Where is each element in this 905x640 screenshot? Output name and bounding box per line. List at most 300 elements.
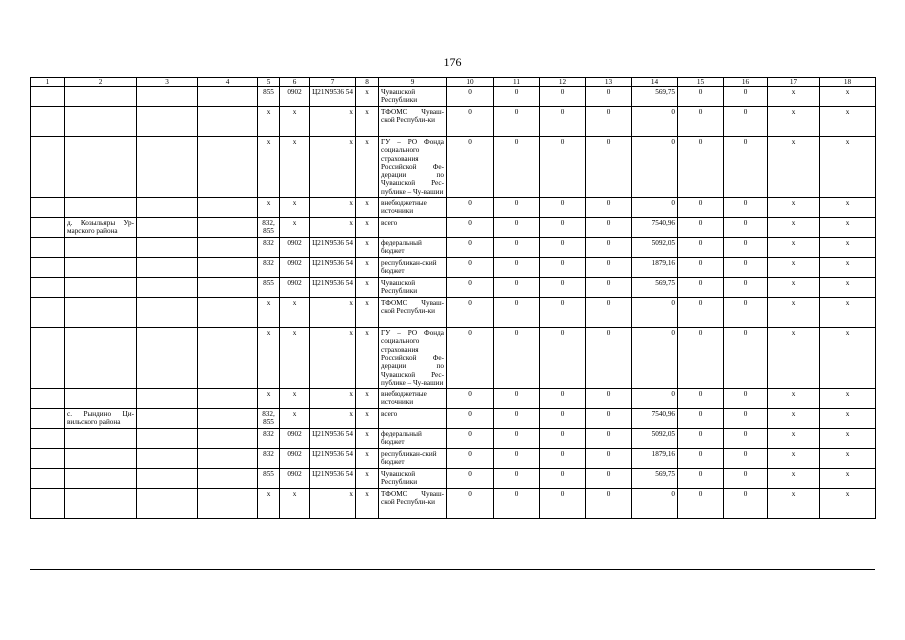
value-cell-5: x	[258, 137, 280, 198]
blank-cell	[198, 258, 258, 278]
value-cell-6: 0902	[280, 258, 310, 278]
source-cell: ГУ – РО Фонда социального страхования Российской Фе-дерации по Чувашской Рес-публике – Чу-вашии	[379, 328, 447, 389]
source-cell: республикан-ский бюджет	[379, 258, 447, 278]
column-header: 3	[137, 78, 198, 87]
value-cell-5: 832	[258, 258, 280, 278]
value-cell-17: x	[768, 218, 820, 238]
blank-cell	[31, 449, 65, 469]
value-cell-5: x	[258, 107, 280, 137]
value-cell-6: x	[280, 137, 310, 198]
blank-cell	[31, 87, 65, 107]
value-cell-7: x	[310, 298, 356, 328]
blank-cell	[31, 258, 65, 278]
value-cell-13: 0	[586, 107, 632, 137]
value-cell-13: 0	[586, 137, 632, 198]
value-cell-12: 0	[540, 429, 586, 449]
value-cell-7: x	[310, 107, 356, 137]
column-header: 8	[356, 78, 379, 87]
source-cell: ТФОМС Чуваш-ской Республи-ки	[379, 489, 447, 519]
value-cell-6: x	[280, 198, 310, 218]
value-cell-13: 0	[586, 87, 632, 107]
value-cell-7: Ц21N9536 54	[310, 469, 356, 489]
value-cell-8: x	[356, 328, 379, 389]
value-cell-12: 0	[540, 489, 586, 519]
object-name-cell	[65, 469, 137, 489]
value-cell-12: 0	[540, 258, 586, 278]
table-row	[31, 137, 876, 198]
value-cell-18: x	[820, 298, 876, 328]
value-cell-11: 0	[494, 87, 540, 107]
value-cell-15: 0	[678, 198, 724, 218]
value-cell-14: 7540,96	[632, 218, 678, 238]
value-cell-6: x	[280, 489, 310, 519]
value-cell-18: x	[820, 87, 876, 107]
value-cell-8: x	[356, 198, 379, 218]
value-cell-11: 0	[494, 298, 540, 328]
value-cell-18: x	[820, 409, 876, 429]
table-row	[31, 278, 876, 298]
value-cell-12: 0	[540, 238, 586, 258]
value-cell-12: 0	[540, 298, 586, 328]
blank-cell	[198, 429, 258, 449]
table-row	[31, 107, 876, 137]
value-cell-13: 0	[586, 278, 632, 298]
value-cell-15: 0	[678, 489, 724, 519]
value-cell-11: 0	[494, 198, 540, 218]
blank-cell	[198, 489, 258, 519]
blank-cell	[137, 258, 198, 278]
value-cell-5: 832	[258, 238, 280, 258]
value-cell-5: x	[258, 328, 280, 389]
value-cell-8: x	[356, 218, 379, 238]
value-cell-13: 0	[586, 298, 632, 328]
value-cell-18: x	[820, 198, 876, 218]
value-cell-5: 855	[258, 278, 280, 298]
object-name-cell: д. Козыльяры Ур-марского района	[65, 218, 137, 238]
value-cell-10: 0	[447, 218, 494, 238]
value-cell-16: 0	[724, 409, 768, 429]
header-row	[31, 78, 876, 87]
blank-cell	[137, 429, 198, 449]
value-cell-12: 0	[540, 328, 586, 389]
value-cell-14: 1879,16	[632, 449, 678, 469]
value-cell-18: x	[820, 328, 876, 389]
value-cell-16: 0	[724, 389, 768, 409]
blank-cell	[137, 298, 198, 328]
value-cell-11: 0	[494, 107, 540, 137]
value-cell-7: x	[310, 198, 356, 218]
value-cell-11: 0	[494, 429, 540, 449]
value-cell-10: 0	[447, 489, 494, 519]
table-row	[31, 489, 876, 519]
blank-cell	[31, 489, 65, 519]
table-row	[31, 449, 876, 469]
value-cell-13: 0	[586, 389, 632, 409]
value-cell-17: x	[768, 278, 820, 298]
value-cell-10: 0	[447, 238, 494, 258]
blank-cell	[137, 469, 198, 489]
value-cell-11: 0	[494, 137, 540, 198]
table-row	[31, 298, 876, 328]
column-header: 18	[820, 78, 876, 87]
value-cell-12: 0	[540, 469, 586, 489]
table-row	[31, 409, 876, 429]
value-cell-18: x	[820, 449, 876, 469]
value-cell-8: x	[356, 449, 379, 469]
column-header: 14	[632, 78, 678, 87]
value-cell-6: x	[280, 389, 310, 409]
source-cell: республикан-ский бюджет	[379, 449, 447, 469]
blank-cell	[198, 137, 258, 198]
value-cell-14: 5092,05	[632, 238, 678, 258]
blank-cell	[31, 298, 65, 328]
budget-table	[30, 77, 876, 519]
value-cell-5: x	[258, 389, 280, 409]
value-cell-6: 0902	[280, 87, 310, 107]
table-row	[31, 258, 876, 278]
value-cell-17: x	[768, 258, 820, 278]
source-cell: федеральный бюджет	[379, 429, 447, 449]
value-cell-15: 0	[678, 409, 724, 429]
value-cell-15: 0	[678, 449, 724, 469]
value-cell-6: x	[280, 409, 310, 429]
blank-cell	[31, 389, 65, 409]
column-header: 7	[310, 78, 356, 87]
table-row	[31, 87, 876, 107]
source-cell: всего	[379, 409, 447, 429]
column-header: 1	[31, 78, 65, 87]
value-cell-8: x	[356, 409, 379, 429]
value-cell-18: x	[820, 469, 876, 489]
value-cell-13: 0	[586, 218, 632, 238]
blank-cell	[137, 137, 198, 198]
value-cell-6: 0902	[280, 429, 310, 449]
value-cell-7: Ц21N9536 54	[310, 429, 356, 449]
value-cell-11: 0	[494, 328, 540, 389]
value-cell-8: x	[356, 429, 379, 449]
column-header: 11	[494, 78, 540, 87]
value-cell-13: 0	[586, 258, 632, 278]
value-cell-18: x	[820, 429, 876, 449]
page-number: 176	[443, 55, 462, 69]
blank-cell	[198, 278, 258, 298]
source-cell: федеральный бюджет	[379, 238, 447, 258]
value-cell-17: x	[768, 107, 820, 137]
value-cell-18: x	[820, 137, 876, 198]
value-cell-16: 0	[724, 198, 768, 218]
table-row	[31, 389, 876, 409]
value-cell-5: x	[258, 489, 280, 519]
value-cell-13: 0	[586, 469, 632, 489]
source-cell: ГУ – РО Фонда социального страхования Российской Фе-дерации по Чувашской Рес-публике – Чу-вашии	[379, 137, 447, 198]
value-cell-10: 0	[447, 107, 494, 137]
value-cell-11: 0	[494, 258, 540, 278]
source-cell: внебюджетные источники	[379, 389, 447, 409]
value-cell-12: 0	[540, 218, 586, 238]
value-cell-8: x	[356, 489, 379, 519]
value-cell-12: 0	[540, 107, 586, 137]
object-name-cell	[65, 238, 137, 258]
value-cell-14: 1879,16	[632, 258, 678, 278]
value-cell-10: 0	[447, 198, 494, 218]
value-cell-11: 0	[494, 449, 540, 469]
value-cell-5: 855	[258, 87, 280, 107]
value-cell-5: 832	[258, 449, 280, 469]
value-cell-18: x	[820, 238, 876, 258]
value-cell-15: 0	[678, 278, 724, 298]
value-cell-7: x	[310, 328, 356, 389]
blank-cell	[137, 328, 198, 389]
value-cell-12: 0	[540, 87, 586, 107]
blank-cell	[31, 137, 65, 198]
value-cell-16: 0	[724, 238, 768, 258]
table-row	[31, 198, 876, 218]
value-cell-8: x	[356, 298, 379, 328]
value-cell-10: 0	[447, 429, 494, 449]
value-cell-17: x	[768, 449, 820, 469]
value-cell-10: 0	[447, 389, 494, 409]
column-header: 4	[198, 78, 258, 87]
value-cell-10: 0	[447, 449, 494, 469]
blank-cell	[31, 328, 65, 389]
value-cell-7: Ц21N9536 54	[310, 87, 356, 107]
source-cell: всего	[379, 218, 447, 238]
table-row	[31, 218, 876, 238]
value-cell-17: x	[768, 328, 820, 389]
value-cell-12: 0	[540, 389, 586, 409]
value-cell-8: x	[356, 389, 379, 409]
blank-cell	[198, 107, 258, 137]
object-name-cell	[65, 429, 137, 449]
blank-cell	[31, 198, 65, 218]
value-cell-5: 832, 855	[258, 218, 280, 238]
value-cell-6: 0902	[280, 449, 310, 469]
blank-cell	[137, 278, 198, 298]
blank-cell	[198, 198, 258, 218]
value-cell-17: x	[768, 137, 820, 198]
object-name-cell	[65, 389, 137, 409]
value-cell-17: x	[768, 469, 820, 489]
object-name-cell	[65, 328, 137, 389]
table-row	[31, 238, 876, 258]
value-cell-16: 0	[724, 429, 768, 449]
value-cell-11: 0	[494, 238, 540, 258]
value-cell-16: 0	[724, 328, 768, 389]
value-cell-17: x	[768, 489, 820, 519]
value-cell-11: 0	[494, 409, 540, 429]
value-cell-6: 0902	[280, 238, 310, 258]
blank-cell	[198, 449, 258, 469]
source-cell: внебюджетные источники	[379, 198, 447, 218]
value-cell-13: 0	[586, 489, 632, 519]
value-cell-10: 0	[447, 328, 494, 389]
column-header: 2	[65, 78, 137, 87]
value-cell-14: 0	[632, 328, 678, 389]
value-cell-7: x	[310, 137, 356, 198]
value-cell-11: 0	[494, 389, 540, 409]
blank-cell	[198, 298, 258, 328]
value-cell-7: Ц21N9536 54	[310, 278, 356, 298]
value-cell-14: 0	[632, 137, 678, 198]
source-cell: Чувашской Республики	[379, 278, 447, 298]
blank-cell	[137, 449, 198, 469]
column-header: 17	[768, 78, 820, 87]
value-cell-10: 0	[447, 87, 494, 107]
object-name-cell	[65, 449, 137, 469]
value-cell-17: x	[768, 298, 820, 328]
object-name-cell	[65, 87, 137, 107]
value-cell-14: 0	[632, 489, 678, 519]
value-cell-6: x	[280, 107, 310, 137]
value-cell-18: x	[820, 107, 876, 137]
value-cell-11: 0	[494, 278, 540, 298]
column-header: 10	[447, 78, 494, 87]
value-cell-8: x	[356, 469, 379, 489]
value-cell-17: x	[768, 389, 820, 409]
value-cell-14: 7540,96	[632, 409, 678, 429]
value-cell-12: 0	[540, 198, 586, 218]
value-cell-14: 569,75	[632, 469, 678, 489]
value-cell-16: 0	[724, 489, 768, 519]
value-cell-6: x	[280, 218, 310, 238]
table-body	[31, 87, 876, 519]
value-cell-17: x	[768, 87, 820, 107]
column-header: 13	[586, 78, 632, 87]
value-cell-11: 0	[494, 218, 540, 238]
value-cell-10: 0	[447, 137, 494, 198]
value-cell-7: x	[310, 389, 356, 409]
value-cell-11: 0	[494, 489, 540, 519]
table-row	[31, 328, 876, 389]
value-cell-17: x	[768, 238, 820, 258]
value-cell-8: x	[356, 107, 379, 137]
blank-cell	[31, 429, 65, 449]
source-cell: ТФОМС Чуваш-ской Республи-ки	[379, 107, 447, 137]
bottom-rule	[30, 569, 875, 570]
blank-cell	[31, 409, 65, 429]
value-cell-5: 832, 855	[258, 409, 280, 429]
blank-cell	[137, 218, 198, 238]
value-cell-6: 0902	[280, 278, 310, 298]
value-cell-7: Ц21N9536 54	[310, 238, 356, 258]
value-cell-14: 5092,05	[632, 429, 678, 449]
value-cell-16: 0	[724, 449, 768, 469]
value-cell-12: 0	[540, 278, 586, 298]
column-header: 9	[379, 78, 447, 87]
object-name-cell	[65, 278, 137, 298]
blank-cell	[31, 469, 65, 489]
value-cell-16: 0	[724, 469, 768, 489]
value-cell-14: 0	[632, 198, 678, 218]
value-cell-7: Ц21N9536 54	[310, 449, 356, 469]
source-cell: Чувашской Республики	[379, 469, 447, 489]
value-cell-7: Ц21N9536 54	[310, 258, 356, 278]
value-cell-18: x	[820, 389, 876, 409]
blank-cell	[198, 409, 258, 429]
blank-cell	[198, 469, 258, 489]
source-cell: ТФОМС Чуваш-ской Республи-ки	[379, 298, 447, 328]
value-cell-10: 0	[447, 469, 494, 489]
value-cell-6: x	[280, 298, 310, 328]
value-cell-15: 0	[678, 87, 724, 107]
value-cell-12: 0	[540, 449, 586, 469]
blank-cell	[31, 278, 65, 298]
value-cell-13: 0	[586, 238, 632, 258]
column-header: 15	[678, 78, 724, 87]
table-row	[31, 469, 876, 489]
object-name-cell: с. Рындино Ци-вильского района	[65, 409, 137, 429]
value-cell-12: 0	[540, 137, 586, 198]
value-cell-16: 0	[724, 298, 768, 328]
object-name-cell	[65, 258, 137, 278]
value-cell-10: 0	[447, 409, 494, 429]
value-cell-13: 0	[586, 409, 632, 429]
blank-cell	[137, 389, 198, 409]
value-cell-13: 0	[586, 449, 632, 469]
value-cell-15: 0	[678, 258, 724, 278]
object-name-cell	[65, 107, 137, 137]
blank-cell	[137, 198, 198, 218]
blank-cell	[198, 328, 258, 389]
value-cell-15: 0	[678, 238, 724, 258]
value-cell-13: 0	[586, 429, 632, 449]
value-cell-6: x	[280, 328, 310, 389]
value-cell-15: 0	[678, 389, 724, 409]
value-cell-11: 0	[494, 469, 540, 489]
value-cell-15: 0	[678, 469, 724, 489]
value-cell-17: x	[768, 429, 820, 449]
value-cell-15: 0	[678, 107, 724, 137]
table-row	[31, 429, 876, 449]
value-cell-6: 0902	[280, 469, 310, 489]
value-cell-7: x	[310, 409, 356, 429]
value-cell-8: x	[356, 258, 379, 278]
value-cell-14: 569,75	[632, 87, 678, 107]
value-cell-7: x	[310, 218, 356, 238]
value-cell-13: 0	[586, 198, 632, 218]
value-cell-16: 0	[724, 258, 768, 278]
value-cell-18: x	[820, 218, 876, 238]
value-cell-5: x	[258, 198, 280, 218]
value-cell-16: 0	[724, 87, 768, 107]
blank-cell	[137, 489, 198, 519]
value-cell-5: 832	[258, 429, 280, 449]
value-cell-18: x	[820, 278, 876, 298]
value-cell-7: x	[310, 489, 356, 519]
blank-cell	[198, 218, 258, 238]
value-cell-17: x	[768, 198, 820, 218]
blank-cell	[31, 238, 65, 258]
source-cell: Чувашской Республики	[379, 87, 447, 107]
value-cell-18: x	[820, 258, 876, 278]
column-header: 6	[280, 78, 310, 87]
blank-cell	[31, 107, 65, 137]
value-cell-8: x	[356, 87, 379, 107]
value-cell-8: x	[356, 137, 379, 198]
column-header: 12	[540, 78, 586, 87]
object-name-cell	[65, 298, 137, 328]
value-cell-16: 0	[724, 278, 768, 298]
blank-cell	[137, 238, 198, 258]
value-cell-15: 0	[678, 328, 724, 389]
value-cell-10: 0	[447, 258, 494, 278]
value-cell-15: 0	[678, 137, 724, 198]
value-cell-10: 0	[447, 298, 494, 328]
value-cell-14: 569,75	[632, 278, 678, 298]
value-cell-10: 0	[447, 278, 494, 298]
value-cell-14: 0	[632, 107, 678, 137]
value-cell-16: 0	[724, 137, 768, 198]
